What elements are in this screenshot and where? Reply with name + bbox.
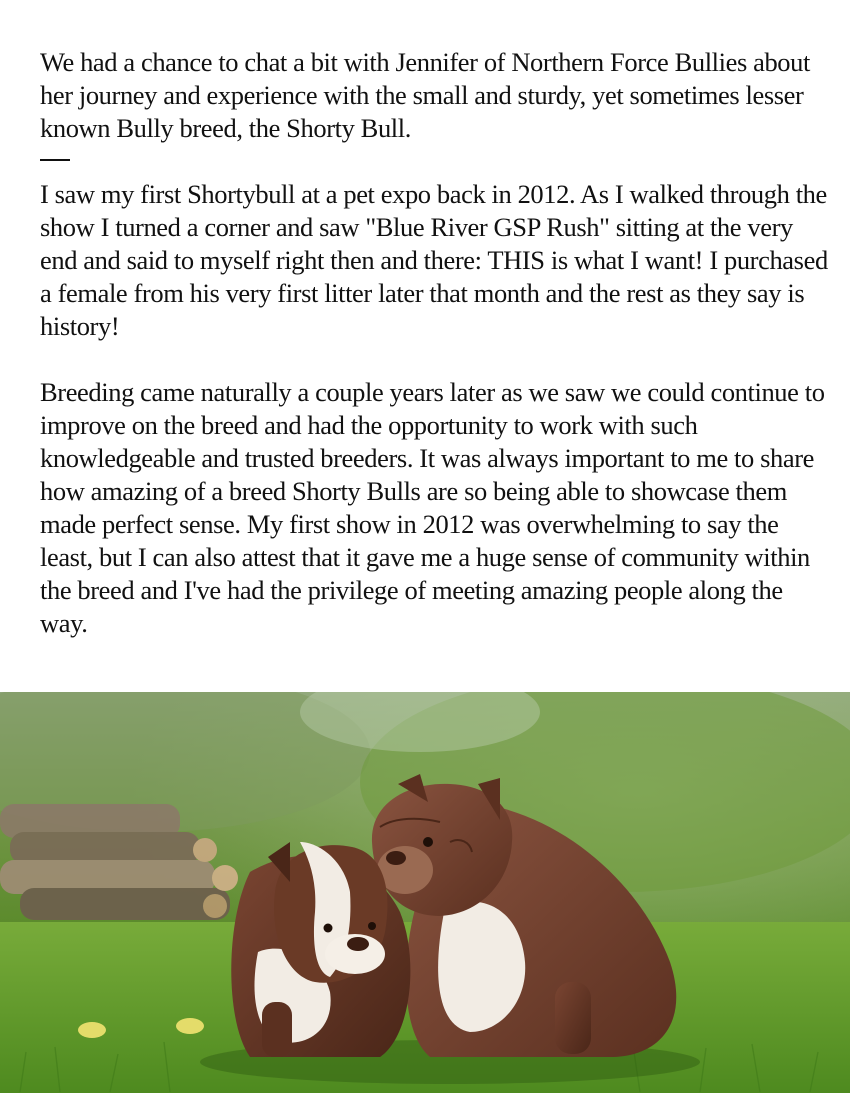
article-text <box>40 46 830 640</box>
dogs-photo <box>0 692 850 1093</box>
story-paragraph-1: I saw my first Shortybull at a pet expo back in 2012. As I walked through the show I turned a corner and saw "Blue River GSP Rush" sitting at the very end and said to myself right then and there: THIS is what I want! I purchased a female from his very first litter later that month and the rest as they say is history! <box>40 179 828 341</box>
story-paragraph-2: Breeding came naturally a couple years later as we saw we could continue to improve on the breed and had the opportunity to work with such knowledgeable and trusted breeders. It was always important to me to share how amazing of a breed Shorty Bulls are so being able to showcase them made perfect sense. My first show in 2012 was overwhelming to say the least, but I can also attest that it gave me a huge sense of community within the breed and I've had the privilege of meeting amazing people along the way. <box>40 377 825 638</box>
intro-paragraph: We had a chance to chat a bit with Jennifer of Northern Force Bullies about her journey and experience with the small and sturdy, yet sometimes lesser known Bully breed, the Shorty Bull. <box>40 47 810 143</box>
dogs-photo-illustration <box>0 692 850 1093</box>
section-divider <box>40 159 70 161</box>
